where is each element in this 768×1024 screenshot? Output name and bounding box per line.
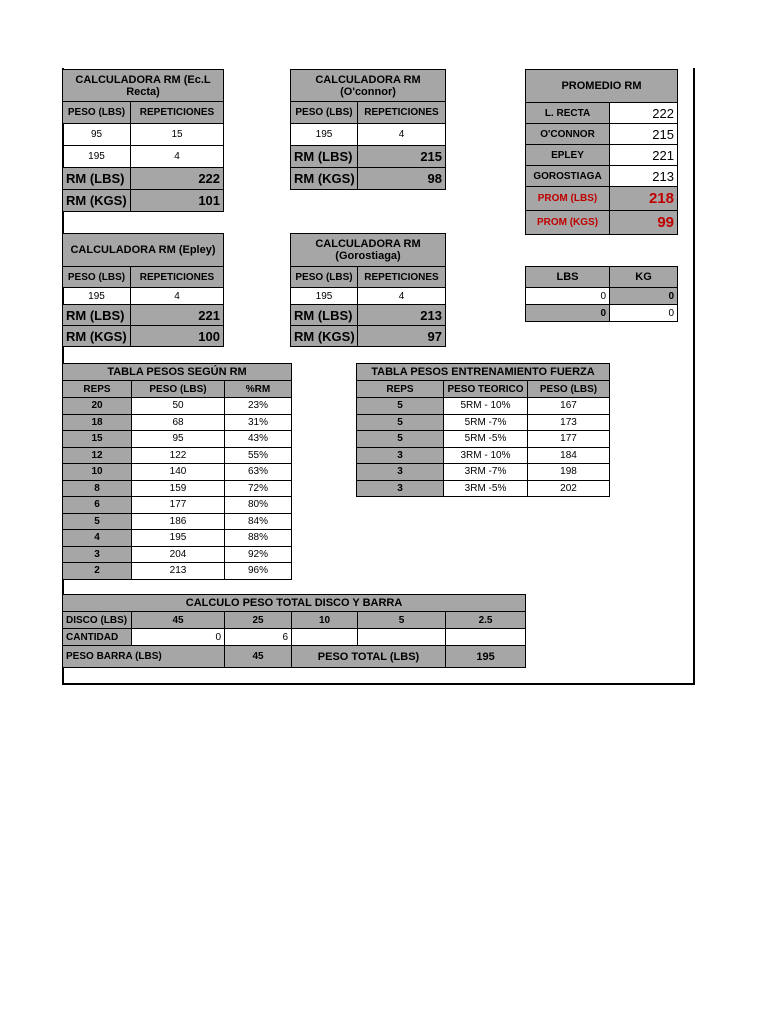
promedio-title: PROMEDIO RM	[526, 70, 678, 103]
peso-input[interactable]: 195	[63, 288, 131, 305]
promedio-value: 215	[610, 124, 678, 145]
tabla-rm-title: TABLA PESOS SEGÚN RM	[63, 364, 292, 381]
reps-cell: 5	[63, 513, 132, 530]
calc-recta-title: CALCULADORA RM (Ec.L Recta)	[63, 70, 224, 102]
tabla-fuerza	[356, 363, 610, 497]
rm-lbs-label: RM (LBS)	[291, 146, 358, 168]
pct-rm-cell: 84%	[225, 513, 292, 530]
table-row	[63, 563, 292, 580]
reps-input[interactable]: 4	[131, 146, 224, 168]
pct-rm-cell: 63%	[225, 464, 292, 481]
disco-45: 45	[132, 612, 225, 629]
table-row	[63, 480, 292, 497]
peso-total-label: PESO TOTAL (LBS)	[292, 646, 446, 668]
pct-rm-cell: 92%	[225, 546, 292, 563]
reps-cell: 5	[357, 414, 444, 431]
table-row	[63, 513, 292, 530]
table-row	[357, 431, 610, 448]
calc-oconnor-title: CALCULADORA RM (O'connor)	[291, 70, 446, 102]
rm-lbs-value: 215	[358, 146, 446, 168]
table-row	[63, 530, 292, 547]
peso-cell: 177	[132, 497, 225, 514]
prom-kgs-value: 99	[610, 211, 678, 235]
rm-kgs-label: RM (KGS)	[291, 168, 358, 190]
peso-barra-label: PESO BARRA (LBS)	[63, 646, 225, 668]
cantidad-2-5-input[interactable]	[446, 629, 526, 646]
kg-output: 0	[610, 288, 678, 305]
pct-rm-header: %RM	[225, 381, 292, 398]
pct-rm-cell: 43%	[225, 431, 292, 448]
kg-input[interactable]: 0	[610, 305, 678, 322]
reps-cell: 6	[63, 497, 132, 514]
table-row	[63, 447, 292, 464]
reps-cell: 10	[63, 464, 132, 481]
reps-header: REPS	[357, 381, 444, 398]
peso-cell: 122	[132, 447, 225, 464]
reps-cell: 4	[63, 530, 132, 547]
calc-epley-table	[62, 233, 224, 347]
peso-cell: 159	[132, 480, 225, 497]
peso-teorico-cell: 5RM -7%	[444, 414, 528, 431]
reps-cell: 2	[63, 563, 132, 580]
pct-rm-cell: 80%	[225, 497, 292, 514]
table-row	[63, 464, 292, 481]
calc-gorostiaga-title: CALCULADORA RM (Gorostiaga)	[291, 234, 446, 267]
lbs-header: LBS	[526, 267, 610, 288]
peso-cell: 186	[132, 513, 225, 530]
reps-input[interactable]: 15	[131, 124, 224, 146]
kg-header: KG	[610, 267, 678, 288]
rm-lbs-label: RM (LBS)	[291, 305, 358, 326]
peso-teorico-cell: 3RM - 10%	[444, 447, 528, 464]
calc-oconnor-table	[290, 69, 446, 190]
pct-rm-cell: 88%	[225, 530, 292, 547]
col-reps-header: REPETICIONES	[358, 267, 446, 288]
promedio-label: EPLEY	[526, 145, 610, 166]
rm-lbs-label: RM (LBS)	[63, 305, 131, 326]
promedio-value: 221	[610, 145, 678, 166]
col-peso-header: PESO (LBS)	[291, 267, 358, 288]
rm-kgs-value: 101	[131, 190, 224, 212]
prom-lbs-label: PROM (LBS)	[526, 187, 610, 211]
rm-kgs-label: RM (KGS)	[291, 326, 358, 347]
disco-title: CALCULO PESO TOTAL DISCO Y BARRA	[63, 595, 526, 612]
peso-input[interactable]: 195	[63, 146, 131, 168]
col-reps-header: REPETICIONES	[358, 102, 446, 124]
table-row	[357, 398, 610, 415]
col-reps-header: REPETICIONES	[131, 267, 224, 288]
converter-table	[525, 266, 678, 322]
peso-input[interactable]: 195	[291, 124, 358, 146]
peso-cell: 50	[132, 398, 225, 415]
peso-cell: 95	[132, 431, 225, 448]
reps-cell: 5	[357, 431, 444, 448]
peso-cell: 195	[132, 530, 225, 547]
peso-cell: 198	[528, 464, 610, 481]
reps-cell: 5	[357, 398, 444, 415]
col-peso-header: PESO (LBS)	[63, 267, 131, 288]
cantidad-label: CANTIDAD	[63, 629, 132, 646]
peso-cell: 184	[528, 447, 610, 464]
peso-header: PESO (LBS)	[132, 381, 225, 398]
rm-kgs-label: RM (KGS)	[63, 190, 131, 212]
calc-gorostiaga-table	[290, 233, 446, 347]
peso-teorico-cell: 5RM -5%	[444, 431, 528, 448]
col-reps-header: REPETICIONES	[131, 102, 224, 124]
peso-cell: 213	[132, 563, 225, 580]
peso-cell: 173	[528, 414, 610, 431]
peso-cell: 204	[132, 546, 225, 563]
rm-kgs-value: 100	[131, 326, 224, 347]
table-row	[357, 447, 610, 464]
disco-label: DISCO (LBS)	[63, 612, 132, 629]
pct-rm-cell: 55%	[225, 447, 292, 464]
table-row	[63, 414, 292, 431]
promedio-value: 213	[610, 166, 678, 187]
promedio-value: 222	[610, 103, 678, 124]
promedio-table	[525, 69, 678, 235]
reps-cell: 15	[63, 431, 132, 448]
reps-input[interactable]: 4	[358, 124, 446, 146]
rm-kgs-label: RM (KGS)	[63, 326, 131, 347]
rm-lbs-value: 221	[131, 305, 224, 326]
reps-cell: 20	[63, 398, 132, 415]
rm-lbs-label: RM (LBS)	[63, 168, 131, 190]
pct-rm-cell: 96%	[225, 563, 292, 580]
table-row	[63, 431, 292, 448]
peso-teorico-cell: 5RM - 10%	[444, 398, 528, 415]
rm-kgs-value: 97	[358, 326, 446, 347]
tabla-rm	[62, 363, 292, 580]
table-row	[63, 398, 292, 415]
disco-table	[62, 594, 526, 668]
table-row	[357, 464, 610, 481]
peso-cell: 140	[132, 464, 225, 481]
reps-input[interactable]: 4	[358, 288, 446, 305]
reps-cell: 3	[357, 480, 444, 497]
lbs-output: 0	[526, 305, 610, 322]
pct-rm-cell: 31%	[225, 414, 292, 431]
peso-cell: 177	[528, 431, 610, 448]
calc-recta-table	[62, 69, 224, 212]
pct-rm-cell: 23%	[225, 398, 292, 415]
col-peso-header: PESO (LBS)	[291, 102, 358, 124]
disco-2-5: 2.5	[446, 612, 526, 629]
prom-kgs-label: PROM (KGS)	[526, 211, 610, 235]
peso-teorico-cell: 3RM -5%	[444, 480, 528, 497]
reps-cell: 8	[63, 480, 132, 497]
peso-teorico-cell: 3RM -7%	[444, 464, 528, 481]
prom-lbs-value: 218	[610, 187, 678, 211]
table-row	[63, 497, 292, 514]
rm-kgs-value: 98	[358, 168, 446, 190]
pct-rm-cell: 72%	[225, 480, 292, 497]
peso-teorico-header: PESO TEORICO	[444, 381, 528, 398]
peso-cell: 167	[528, 398, 610, 415]
calc-epley-title: CALCULADORA RM (Epley)	[63, 234, 224, 267]
promedio-label: L. RECTA	[526, 103, 610, 124]
peso-total-value: 195	[446, 646, 526, 668]
cantidad-5-input[interactable]	[358, 629, 446, 646]
table-row	[357, 414, 610, 431]
peso-barra-value[interactable]: 45	[225, 646, 292, 668]
peso-cell: 202	[528, 480, 610, 497]
reps-input[interactable]: 4	[131, 288, 224, 305]
promedio-label: GOROSTIAGA	[526, 166, 610, 187]
rm-lbs-value: 222	[131, 168, 224, 190]
disco-5: 5	[358, 612, 446, 629]
peso-header: PESO (LBS)	[528, 381, 610, 398]
lbs-input[interactable]: 0	[526, 288, 610, 305]
reps-header: REPS	[63, 381, 132, 398]
reps-cell: 3	[357, 447, 444, 464]
reps-cell: 18	[63, 414, 132, 431]
peso-input[interactable]: 95	[63, 124, 131, 146]
table-row	[357, 480, 610, 497]
cantidad-10-input[interactable]	[292, 629, 358, 646]
cantidad-45-input[interactable]: 0	[132, 629, 225, 646]
disco-25: 25	[225, 612, 292, 629]
cantidad-25-input[interactable]: 6	[225, 629, 292, 646]
peso-cell: 68	[132, 414, 225, 431]
tabla-fuerza-title: TABLA PESOS ENTRENAMIENTO FUERZA	[357, 364, 610, 381]
rm-lbs-value: 213	[358, 305, 446, 326]
peso-input[interactable]: 195	[291, 288, 358, 305]
promedio-label: O'CONNOR	[526, 124, 610, 145]
reps-cell: 3	[357, 464, 444, 481]
table-row	[63, 546, 292, 563]
reps-cell: 12	[63, 447, 132, 464]
col-peso-header: PESO (LBS)	[63, 102, 131, 124]
reps-cell: 3	[63, 546, 132, 563]
disco-10: 10	[292, 612, 358, 629]
